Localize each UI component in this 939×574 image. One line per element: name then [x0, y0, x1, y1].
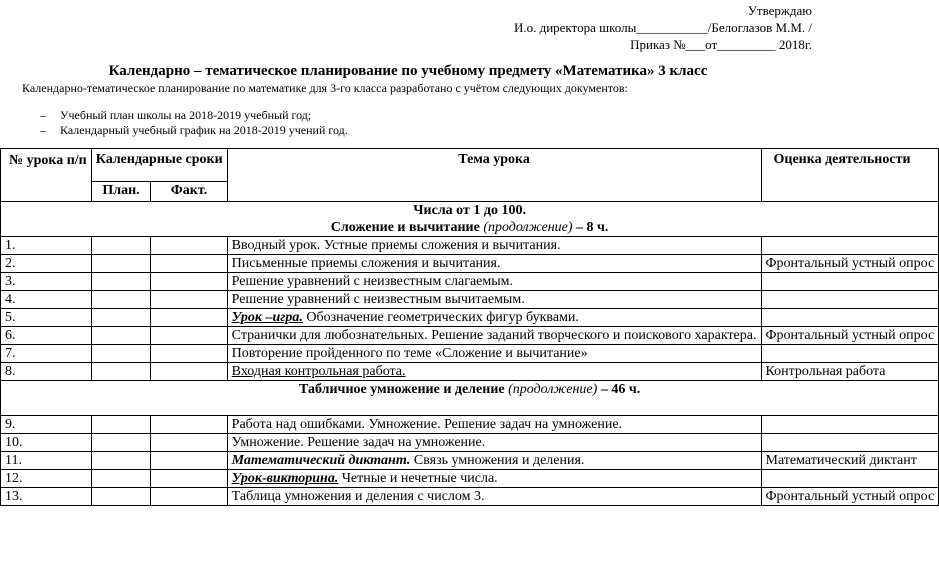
section-hours: – 8 ч. [572, 220, 609, 235]
fact-date-cell [151, 452, 227, 470]
lesson-topic-text: Урок-викторина. Четные и нечетные числа. [231, 471, 498, 486]
lesson-number: 5. [1, 309, 92, 327]
lesson-topic [227, 416, 761, 434]
plan-date-cell [91, 416, 151, 434]
assessment-cell: Контрольная работа [761, 363, 939, 381]
header-num: № урока п/п [1, 149, 92, 202]
lesson-number: 7. [1, 345, 92, 363]
plan-date-cell [91, 291, 151, 309]
fact-date-cell [151, 363, 227, 381]
lesson-number: 3. [1, 273, 92, 291]
header-assessment: Оценка деятельности [761, 149, 939, 202]
lesson-topic [227, 488, 761, 506]
lesson-number: 13. [1, 488, 92, 506]
list-dash: – [40, 108, 46, 122]
section-header-row [1, 202, 939, 237]
lesson-topic-text: Урок –игра. Обозначение геометрических фигур буквами. [231, 310, 579, 325]
header-fact: Факт. [151, 182, 227, 202]
assessment-cell: Фронтальный устный опрос [761, 255, 939, 273]
table-row [1, 470, 939, 488]
section-note: (продолжение) [483, 220, 573, 235]
table-row [1, 309, 939, 327]
fact-date-cell [151, 327, 227, 345]
lesson-topic [227, 255, 761, 273]
table-row [1, 237, 939, 255]
fact-date-cell [151, 488, 227, 506]
plan-date-cell [91, 452, 151, 470]
documents-list [40, 108, 348, 138]
lesson-topic [227, 345, 761, 363]
lesson-number: 6. [1, 327, 92, 345]
table-row [1, 452, 939, 470]
page-title: Календарно – тематическое планирование по учебному предмету «Математика» 3 класс [108, 63, 708, 79]
lesson-topic [227, 470, 761, 488]
section-heading: Табличное умножение и деление [298, 382, 509, 397]
header-topic: Тема урока [227, 149, 761, 202]
lesson-topic [227, 363, 761, 381]
fact-date-cell [151, 237, 227, 255]
assessment-cell [761, 309, 939, 327]
table-row [1, 345, 939, 363]
fact-date-cell [151, 434, 227, 452]
lesson-type-label: Урок –игра. [231, 310, 303, 325]
header-plan: План. [91, 182, 151, 202]
section-title [1, 381, 939, 416]
assessment-cell [761, 470, 939, 488]
fact-date-cell [151, 291, 227, 309]
approval-block [514, 2, 812, 53]
lesson-number: 1. [1, 237, 92, 255]
section-title [1, 202, 939, 237]
table-row [1, 327, 939, 345]
plan-date-cell [91, 237, 151, 255]
section-heading: Числа от 1 до 100. [413, 203, 526, 218]
lesson-number: 9. [1, 416, 92, 434]
plan-date-cell [91, 434, 151, 452]
table-row [1, 255, 939, 273]
section-line [5, 219, 934, 236]
lesson-topic-text: Решение уравнений с неизвестным слагаемым. [231, 274, 514, 289]
lesson-topic-text: Странички для любознательных. Решение заданий творческого и поискового характера. [231, 328, 757, 343]
lesson-number: 10. [1, 434, 92, 452]
document-text: Календарный учебный график на 2018-2019 учений год. [60, 123, 348, 137]
approval-line-2: И.о. директора школы___________/Белоглазов М.М. / [513, 20, 812, 35]
assessment-cell: Фронтальный устный опрос [761, 488, 939, 506]
plan-date-cell [91, 327, 151, 345]
lesson-topic [227, 434, 761, 452]
documents-list-item [40, 123, 348, 138]
lesson-number: 8. [1, 363, 92, 381]
table-row [1, 416, 939, 434]
list-dash: – [40, 123, 46, 137]
fact-date-cell [151, 345, 227, 363]
lesson-number: 2. [1, 255, 92, 273]
lesson-number: 12. [1, 470, 92, 488]
lesson-number: 11. [1, 452, 92, 470]
lesson-topic-text: Математический диктант. Связь умножения и деления. [231, 453, 585, 468]
assessment-cell [761, 291, 939, 309]
table-row [1, 273, 939, 291]
lesson-topic [227, 452, 761, 470]
lesson-topic [227, 273, 761, 291]
lesson-number: 4. [1, 291, 92, 309]
lesson-plan-table [0, 148, 939, 506]
documents-list-item [40, 108, 348, 123]
table-row [1, 363, 939, 381]
header-dates: Календарные сроки [91, 149, 227, 182]
lesson-topic [227, 327, 761, 345]
assessment-cell: Фронтальный устный опрос [761, 327, 939, 345]
plan-date-cell [91, 488, 151, 506]
lesson-topic [227, 309, 761, 327]
plan-date-cell [91, 309, 151, 327]
section-header-row [1, 381, 939, 416]
approval-line-3: Приказ №___от_________ 2018г. [630, 37, 812, 52]
lesson-type-label: Математический диктант. [231, 453, 411, 468]
lesson-topic [227, 291, 761, 309]
lesson-topic-text: Умножение. Решение задач на умножение. [231, 435, 486, 450]
table-row [1, 291, 939, 309]
lesson-topic [227, 237, 761, 255]
assessment-cell: Математический диктант [761, 452, 939, 470]
assessment-cell [761, 416, 939, 434]
assessment-cell [761, 273, 939, 291]
section-note: (продолжение) [508, 382, 598, 397]
lesson-topic-text: Таблица умножения и деления с числом 3. [231, 489, 485, 504]
plan-date-cell [91, 470, 151, 488]
lesson-topic-text: Входная контрольная работа. [231, 364, 406, 379]
plan-date-cell [91, 255, 151, 273]
section-heading: Сложение и вычитание [330, 220, 484, 235]
lesson-topic-text: Повторение пройденного по теме «Сложение и вычитание» [231, 346, 588, 361]
document-text: Учебный план школы на 2018-2019 учебный год; [60, 108, 312, 122]
assessment-cell [761, 434, 939, 452]
section-line [5, 202, 934, 219]
lesson-topic-text: Работа над ошибками. Умножение. Решение задач на умножение. [231, 417, 623, 432]
lesson-topic-text: Письменные приемы сложения и вычитания. [231, 256, 501, 271]
plan-date-cell [91, 273, 151, 291]
plan-date-cell [91, 363, 151, 381]
intro-text: Календарно-тематическое планирование по математике для 3-го класса разработано с учётом следующих документов: [22, 81, 628, 95]
assessment-cell [761, 237, 939, 255]
lesson-topic-text: Решение уравнений с неизвестным вычитаемым. [231, 292, 525, 307]
table-row [1, 488, 939, 506]
approval-line-1: Утверждаю [747, 3, 812, 18]
fact-date-cell [151, 309, 227, 327]
fact-date-cell [151, 470, 227, 488]
section-hours: – 46 ч. [597, 382, 641, 397]
plan-date-cell [91, 345, 151, 363]
assessment-cell [761, 345, 939, 363]
fact-date-cell [151, 273, 227, 291]
table-row [1, 434, 939, 452]
fact-date-cell [151, 416, 227, 434]
section-line [5, 381, 934, 398]
lesson-topic-text: Вводный урок. Устные приемы сложения и вычитания. [231, 238, 561, 253]
lesson-type-label: Урок-викторина. [231, 471, 339, 486]
fact-date-cell [151, 255, 227, 273]
